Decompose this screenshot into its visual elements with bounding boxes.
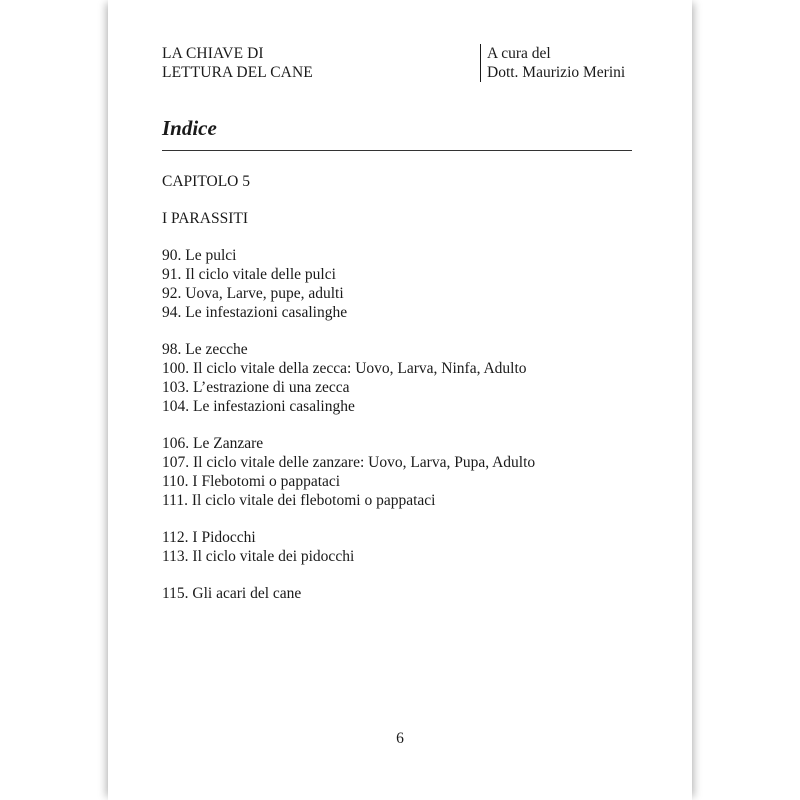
toc-group-pulci <box>162 246 535 322</box>
table-of-contents <box>162 172 535 603</box>
toc-group-zecche <box>162 340 535 416</box>
toc-entry: 103. L’estrazione di una zecca <box>162 379 350 396</box>
page-title: Indice <box>162 116 217 140</box>
toc-entry: 98. Le zecche <box>162 341 248 358</box>
toc-group-zanzare <box>162 434 535 510</box>
title-divider <box>162 150 632 151</box>
toc-group-pidocchi <box>162 528 535 566</box>
chapter-heading: CAPITOLO 5 <box>162 173 250 190</box>
page-number: 6 <box>396 730 404 747</box>
toc-entry: 92. Uova, Larve, pupe, adulti <box>162 285 344 302</box>
toc-entry: 104. Le infestazioni casalinghe <box>162 398 355 415</box>
book-page <box>108 0 692 800</box>
toc-entry: 111. Il ciclo vitale dei flebotomi o pappataci <box>162 492 436 509</box>
toc-entry: 110. I Flebotomi o pappataci <box>162 473 341 490</box>
toc-entry: 90. Le pulci <box>162 247 237 264</box>
section-heading: I PARASSITI <box>162 210 248 227</box>
toc-entry: 91. Il ciclo vitale delle pulci <box>162 266 336 283</box>
book-title-line-2: LETTURA DEL CANE <box>162 64 313 81</box>
toc-entry: 107. Il ciclo vitale delle zanzare: Uovo, Larva, Pupa, Adulto <box>162 454 536 471</box>
toc-entry: 112. I Pidocchi <box>162 529 256 546</box>
toc-entry: 113. Il ciclo vitale dei pidocchi <box>162 548 355 565</box>
book-title-line-1: LA CHIAVE DI <box>162 45 264 62</box>
editor-line-2: Dott. Maurizio Merini <box>487 64 626 81</box>
header-book-title <box>162 44 313 82</box>
toc-entry: 100. Il ciclo vitale della zecca: Uovo, Larva, Ninfa, Adulto <box>162 360 527 377</box>
toc-group-acari <box>162 584 535 603</box>
toc-entry: 106. Le Zanzare <box>162 435 264 452</box>
toc-entry: 115. Gli acari del cane <box>162 585 302 602</box>
toc-entry: 94. Le infestazioni casalinghe <box>162 304 348 321</box>
editor-line-1: A cura del <box>487 45 551 62</box>
header-editor <box>480 44 625 82</box>
